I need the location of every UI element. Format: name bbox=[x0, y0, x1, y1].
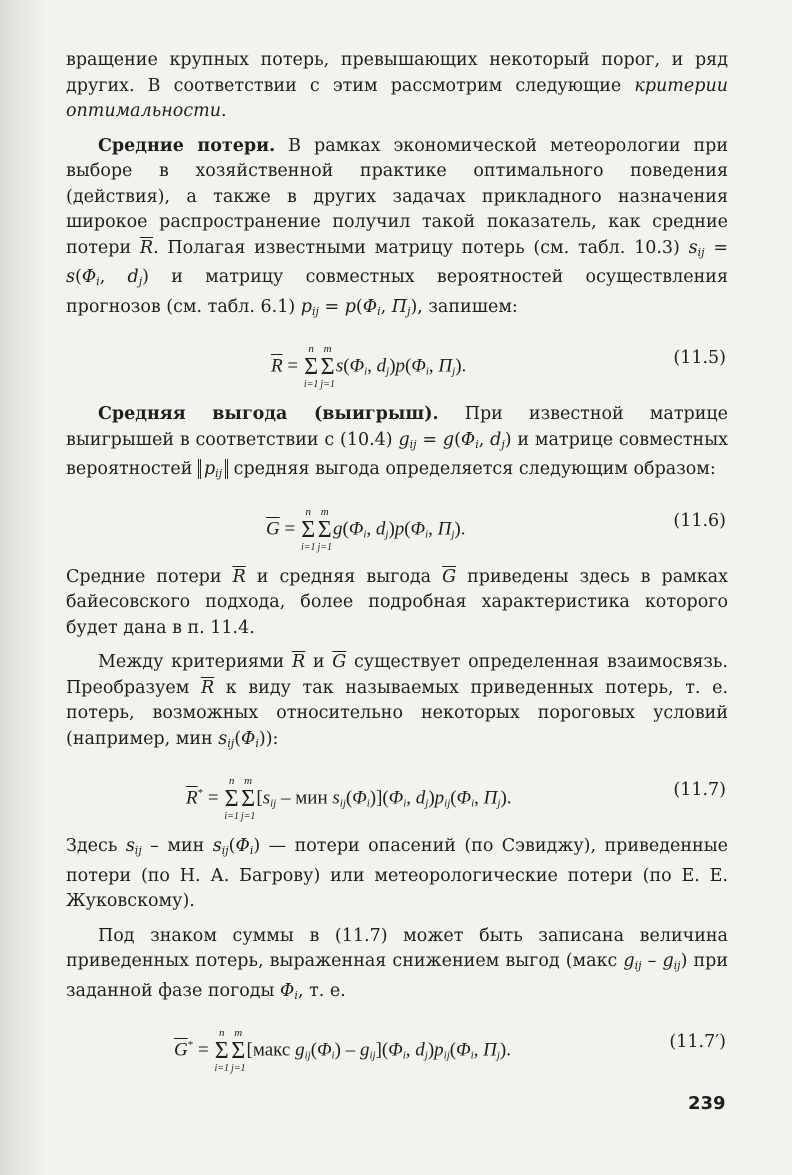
equation-11-5-expression: $\overline{R}$ = n Σ i=1 m Σ j=1 $s(\Phi_i$, $d_j)p(\Phi_i$, $\Pi_j$). bbox=[271, 343, 467, 390]
equation-11-7-prime-expression: $\overline{G}^*$ = n Σ i=1 m Σ j=1 [макс $g_{ij}(\Phi_i) - g_{ij}](\Phi_i$, $d_j)p_{ij}(\Phi_i$, $\Pi_j$). bbox=[174, 1027, 511, 1074]
paragraph-average-gain: Средняя выгода (выигрыш). При известной матрице выигрышей в соответствии с (10.4) $g_{ij} = g(\Phi_i$, $d_j$) и матрице совместных вероятностей $p_{ij}$ средняя выгода определяется следующим образом: bbox=[66, 404, 728, 480]
paragraph-intro: вращение крупных потерь, превышающих некоторый порог, и ряд других. В соответствии с этим рассмотрим следующие критерии оптимальности. bbox=[66, 50, 728, 121]
paragraph-here: Здесь $s_{ij}$ – мин $s_{ij}(\Phi_i)$ — потери опасений (по Сэвиджу), приведенные потери (по Н. А. Багрову) или метеорологические потери (по Е. Е. Жуковскому). bbox=[66, 836, 728, 911]
equation-number: (11.7′) bbox=[669, 1032, 726, 1052]
page-number: 239 bbox=[688, 1093, 726, 1114]
equation-11-7-expression: $\overline{R}^*$ = n Σ i=1 m Σ j=1 [$s_{ij}$ – мин $s_{ij}(\Phi_i)](\Phi_i$, $d_j)p_{ij}(\Phi_i$, $\Pi_j$). bbox=[186, 775, 512, 822]
equation-11-6-expression: $\overline{G}$ = n Σ i=1 m Σ j=1 $g(\Phi_i$, $d_j)p(\Phi_i$, $\Pi_j$). bbox=[266, 505, 466, 553]
equation-11-5 bbox=[66, 332, 728, 394]
paragraph-average-losses: Средние потери. В рамках экономической метеорологии при выборе в хозяйственной практике оптимального поведения (действия), а также в других задачах прикладного назначения широкое распространение получил такой показатель, как средние потери $\overline{R}$. Полагая известными матрицу потерь (см. табл. 10.3) $s_{ij} = s(\Phi_i$, $d_j$) и матрицу совместных вероятностей осуществления прогнозов (см. табл. 6.1) $p_{ij} = p(\Phi_i$, $\Pi_j$), запишем: bbox=[66, 135, 729, 318]
equation-number: (11.6) bbox=[673, 510, 726, 531]
equation-number: (11.7) bbox=[673, 780, 726, 800]
paragraph-bayesian: Средние потери $\overline{R}$ и средняя выгода $\overline{G}$ приведены здесь в рамках байесовского подхода, более подробная характеристика которого будет дана в п. 11.4. bbox=[66, 566, 728, 638]
equation-11-7 bbox=[66, 764, 728, 826]
page-gutter-shadow bbox=[0, 0, 46, 1175]
equation-number: (11.5) bbox=[673, 348, 726, 368]
paragraph-relation: Между критериями $\overline{R}$ и $\overline{G}$ существует определенная взаимосвязь. Преобразуем $\overline{R}$ к виду так называемых приведенных потерь, т. е. потерь, возможных относительно некоторых пороговых условий (например, мин $s_{ij}(\Phi_i)$): bbox=[66, 652, 729, 750]
equation-11-6 bbox=[66, 495, 728, 557]
paragraph-sum-sign: Под знаком суммы в (11.7) может быть записана величина приведенных потерь, выраженная снижением выгод (макс $g_{ij} - g_{ij}$) при заданной фазе погоды $\Phi_i$, т. е. bbox=[66, 925, 729, 1002]
book-page bbox=[66, 48, 728, 1086]
equation-11-7-prime bbox=[66, 1016, 728, 1078]
